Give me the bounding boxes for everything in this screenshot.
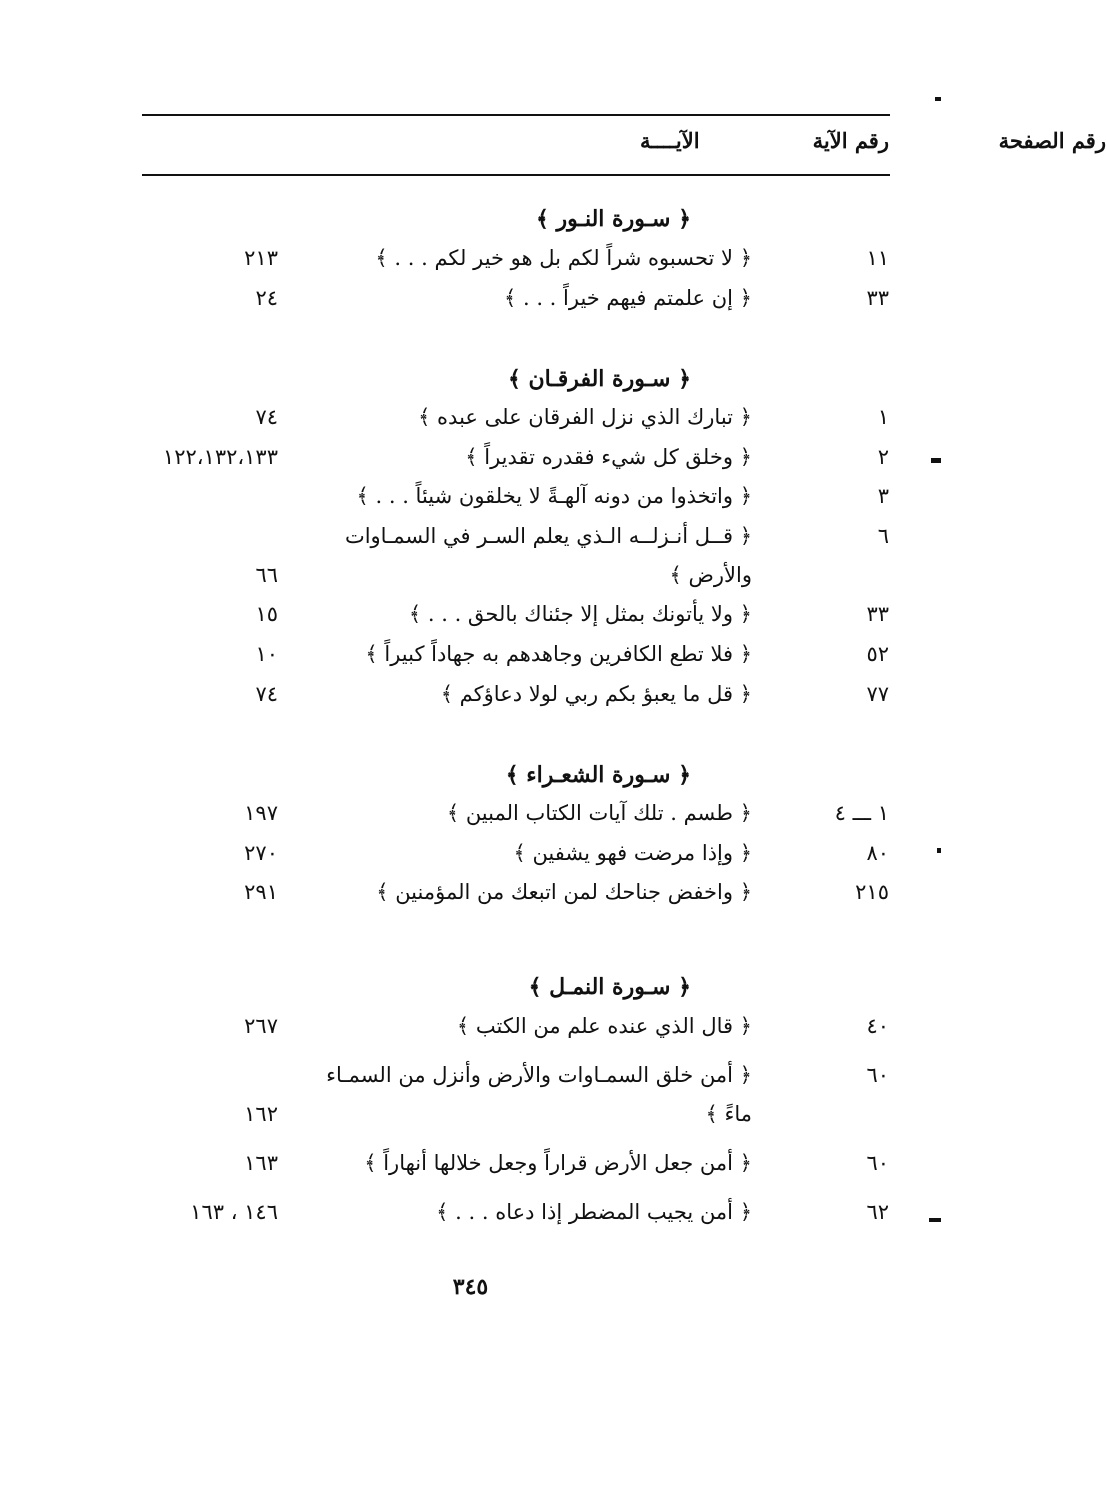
page-reference: ١٦٢ bbox=[244, 1102, 278, 1126]
ayah-text: ﴿ ولا يأتونك بمثل إلا جئناك بالحق . . . ﴾ bbox=[408, 602, 752, 626]
header-page-number: رقم الصفحة bbox=[998, 128, 1106, 153]
index-row bbox=[0, 1063, 941, 1099]
index-row bbox=[0, 642, 941, 678]
ayah-number: ٨٠ bbox=[866, 841, 889, 865]
surah-title: ﴿ سـورة الفرقـان ﴾ bbox=[507, 366, 691, 392]
page-reference: ٢١٣ bbox=[244, 246, 278, 270]
scan-edge-mark bbox=[929, 1218, 941, 1222]
ayah-number: ٣ bbox=[877, 484, 889, 508]
ayah-number: ١ bbox=[877, 405, 889, 429]
index-row bbox=[0, 841, 941, 877]
ayah-text: ﴿ فلا تطع الكافرين وجاهدهم به جهاداً كبيراً ﴾ bbox=[365, 642, 752, 666]
ayah-text: ﴿ واتخذوا من دونه آلهـةً لا يخلقون شيئاً . . . ﴾ bbox=[356, 484, 752, 508]
surah-title: ﴿ سـورة الشعـراء ﴾ bbox=[505, 762, 691, 788]
page-reference: ٢٩١ bbox=[244, 880, 278, 904]
page-reference: ١٩٧ bbox=[244, 801, 278, 825]
ayah-text: ﴿ طسم . تلك آيات الكتاب المبين ﴾ bbox=[446, 801, 752, 825]
index-row bbox=[0, 246, 941, 282]
ayah-number: ٤٠ bbox=[866, 1014, 889, 1038]
scan-edge-mark bbox=[931, 458, 941, 463]
ayah-number: ٣٣ bbox=[866, 602, 889, 626]
index-row bbox=[0, 880, 941, 916]
ayah-text: ﴿ أمن خلق السمـاوات والأرض وأنزل من السمـاء bbox=[326, 1063, 752, 1087]
index-row bbox=[0, 484, 941, 520]
ayah-number: ٦٢ bbox=[866, 1200, 889, 1224]
ayah-number: ٦٠ bbox=[866, 1151, 889, 1175]
page-reference: ١٥ bbox=[255, 602, 278, 626]
index-row bbox=[0, 1200, 941, 1236]
page-reference: ١٦٣ bbox=[244, 1151, 278, 1175]
index-row bbox=[0, 1151, 941, 1187]
index-row bbox=[0, 682, 941, 718]
ayah-number: ٥٢ bbox=[866, 642, 889, 666]
page-reference: ١٤٦ ، ١٦٣ bbox=[190, 1200, 278, 1224]
ayah-text: ﴿ أمن يجيب المضطر إذا دعاه . . . ﴾ bbox=[436, 1200, 752, 1224]
page-reference: ٢٤ bbox=[255, 286, 278, 310]
index-row bbox=[0, 405, 941, 441]
header-bottom-rule bbox=[142, 174, 890, 176]
index-row bbox=[0, 1102, 941, 1138]
index-row bbox=[0, 445, 941, 481]
ayah-number: ٦٠ bbox=[866, 1063, 889, 1087]
index-row bbox=[0, 524, 941, 560]
page-reference: ١٠ bbox=[255, 642, 278, 666]
page-reference: ١٢٢،١٣٢،١٣٣ bbox=[162, 445, 278, 469]
page-reference: ٧٤ bbox=[255, 682, 278, 706]
page-reference: ٢٦٧ bbox=[244, 1014, 278, 1038]
page-folio-number: ٣٤٥ bbox=[452, 1274, 489, 1300]
ayah-text: ﴿ أمن جعل الأرض قراراً وجعل خلالها أنهاراً ﴾ bbox=[364, 1151, 752, 1175]
ayah-number: ٧٧ bbox=[866, 682, 889, 706]
ayah-number: ٢١٥ bbox=[855, 880, 889, 904]
ayah-text: ﴿ قل ما يعبؤ بكم ربي لولا دعاؤكم ﴾ bbox=[440, 682, 752, 706]
index-row bbox=[0, 286, 941, 322]
ayah-number: ٢ bbox=[877, 445, 889, 469]
surah-title: ﴿ سـورة النمـل ﴾ bbox=[528, 974, 691, 1000]
ayah-text: ﴿ واخفض جناحك لمن اتبعك من المؤمنين ﴾ bbox=[376, 880, 752, 904]
header-top-rule bbox=[142, 114, 890, 116]
header-ayah-number: رقم الآية bbox=[812, 128, 889, 153]
ayah-text: ﴿ وخلق كل شيء فقدره تقديراً ﴾ bbox=[465, 445, 752, 469]
index-row bbox=[0, 602, 941, 638]
ayah-text: ماءً ﴾ bbox=[705, 1102, 752, 1126]
ayah-text: ﴿ قــل أنـزلــه الـذي يعلم السـر في السمـاوات bbox=[344, 524, 752, 548]
index-row bbox=[0, 563, 941, 599]
page-reference: ٢٧٠ bbox=[244, 841, 278, 865]
ayah-number: ٦ bbox=[877, 524, 889, 548]
index-row bbox=[0, 1014, 941, 1050]
ayah-text: ﴿ قال الذي عنده علم من الكتب ﴾ bbox=[456, 1014, 752, 1038]
header-ayah: الآيــــة bbox=[640, 128, 700, 153]
ayah-text: ﴿ تبارك الذي نزل الفرقان على عبده ﴾ bbox=[418, 405, 752, 429]
ayah-text: ﴿ لا تحسبوه شراً لكم بل هو خير لكم . . . ﴾ bbox=[375, 246, 752, 270]
ayah-number: ١ ـــ ٤ bbox=[834, 801, 889, 825]
ayah-text: ﴿ وإذا مرضت فهو يشفين ﴾ bbox=[513, 841, 752, 865]
scan-edge-mark bbox=[935, 97, 941, 101]
surah-title: ﴿ سـورة النـور ﴾ bbox=[535, 206, 691, 232]
index-row bbox=[0, 801, 941, 837]
page-reference: ٧٤ bbox=[255, 405, 278, 429]
scan-edge-mark bbox=[937, 848, 941, 853]
ayah-text: والأرض ﴾ bbox=[669, 563, 752, 587]
ayah-number: ١١ bbox=[866, 246, 889, 270]
ayah-number: ٣٣ bbox=[866, 286, 889, 310]
page-reference: ٦٦ bbox=[255, 563, 278, 587]
ayah-text: ﴿ إن علمتم فيهم خيراً . . . ﴾ bbox=[503, 286, 752, 310]
